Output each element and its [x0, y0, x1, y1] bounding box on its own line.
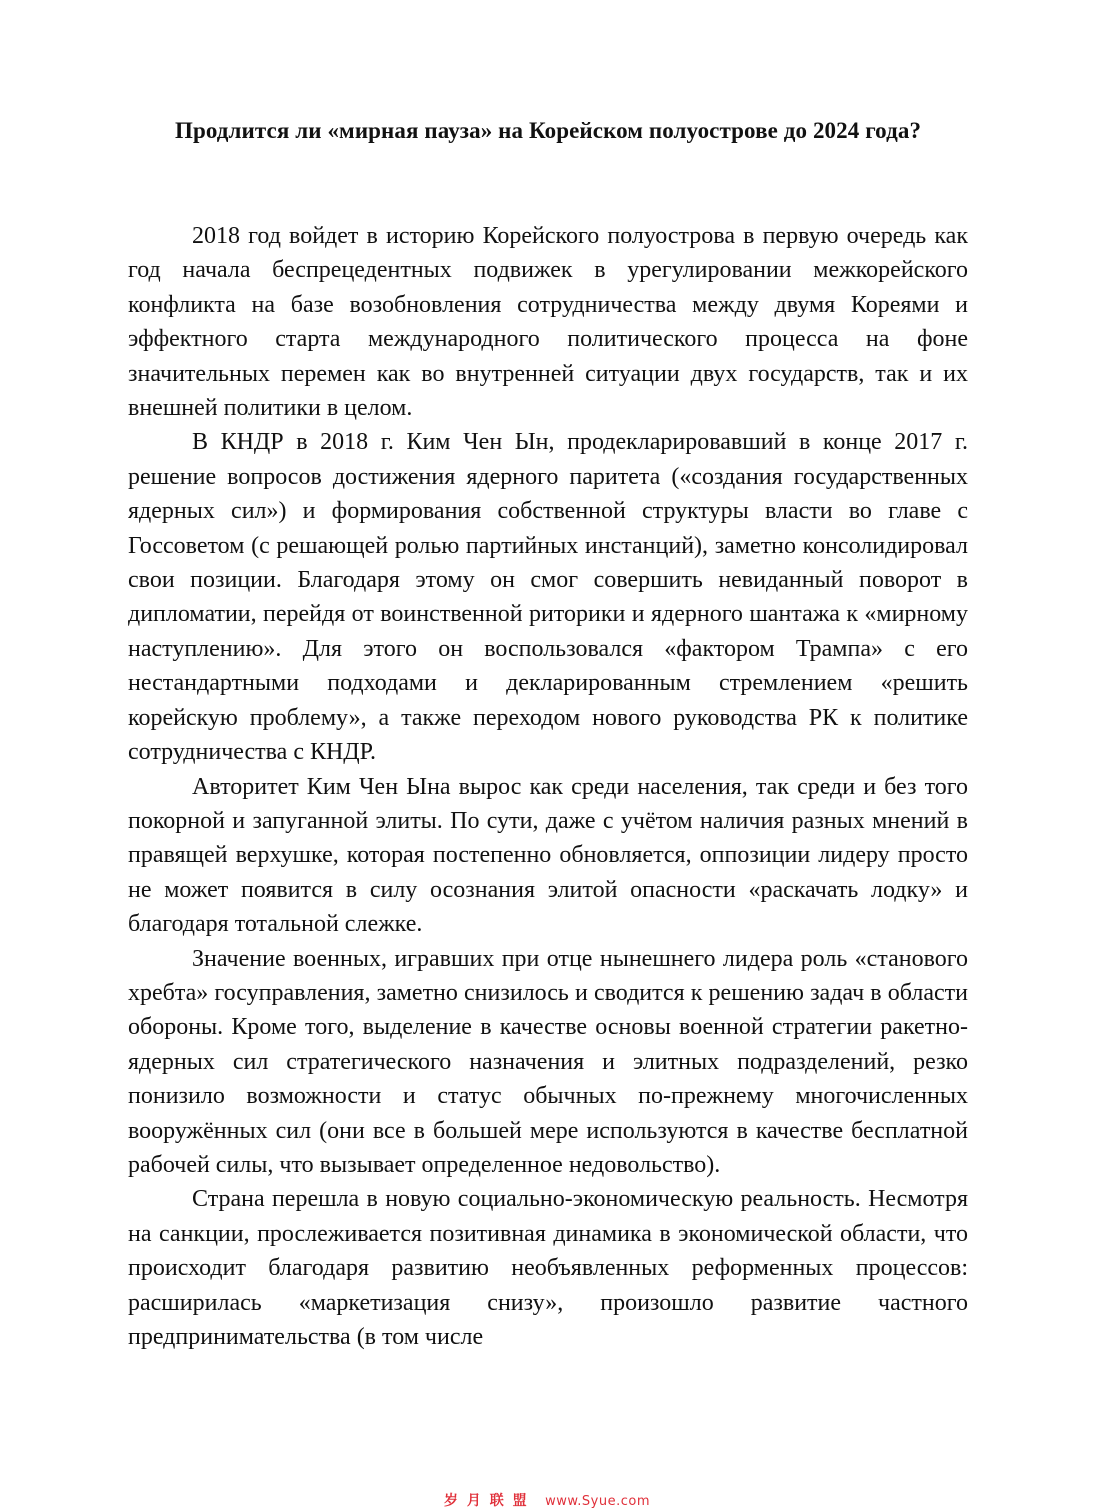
- paragraph-1: 2018 год войдет в историю Корейского полуострова в первую очередь как год начала беспрецедентных подвижек в урегулировании межкорейского конфликта на базе возобновления сотрудничества между двумя Кореями и эффектного старта международного политического процесса на фоне значительных перемен как во внутренней ситуации двух государств, так и их внешней политики в целом.: [128, 223, 968, 422]
- paragraph-5: Страна перешла в новую социально-экономическую реальность. Несмотря на санкции, прослеживается позитивная динамика в экономической области, что происходит благодаря развитию необъявленных реформенных процессов: расширилась «маркетизация снизу», произошло развитие частного предпринимательства (в том числе: [128, 1186, 968, 1350]
- document-body: [128, 219, 968, 1354]
- watermark-text: 岁 月 联 盟: [444, 1493, 529, 1509]
- watermark-url: www.Syue.com: [545, 1494, 650, 1509]
- document-title: Продлится ли «мирная пауза» на Корейском полуострове до 2024 года?: [174, 118, 922, 143]
- paragraph-2: В КНДР в 2018 г. Ким Чен Ын, продекларировавший в конце 2017 г. решение вопросов достижения ядерного паритета («создания государственных ядерных сил») и формирования собственной структуры власти во главе с Госсоветом (с решающей ролью партийных инстанций), заметно консолидировал свои позиции. Благодаря этому он смог совершить невиданный поворот в дипломатии, перейдя от воинственной риторики и ядерного шантажа к «мирному наступлению». Для этого он воспользовался «фактором Трампа» с его нестандартными подходами и декларированным стремлением «решить корейскую проблему», а также переходом нового руководства РК к политике сотрудничества с КНДР.: [128, 429, 968, 766]
- paragraph-4: Значение военных, игравших при отце нынешнего лидера роль «станового хребта» госуправления, заметно снизилось и сводится к решению задач в области обороны. Кроме того, выделение в качестве основы военной стратегии ракетно-ядерных сил стратегического назначения и элитных подразделений, резко понизило возможности и статус обычных по-прежнему многочисленных вооружённых сил (они все в большей мере используются в качестве бесплатной рабочей силы, что вызывает определенное недовольство).: [128, 945, 968, 1178]
- paragraph-3: Авторитет Ким Чен Ына вырос как среди населения, так среди и без того покорной и запуганной элиты. По сути, даже с учётом наличия разных мнений в правящей верхушке, которая постепенно обновляется, оппозиции лидеру просто не может появится в силу осознания элитой опасности «раскачать лодку» и благодаря тотальной слежке.: [128, 773, 968, 938]
- watermark: [0, 1490, 1094, 1510]
